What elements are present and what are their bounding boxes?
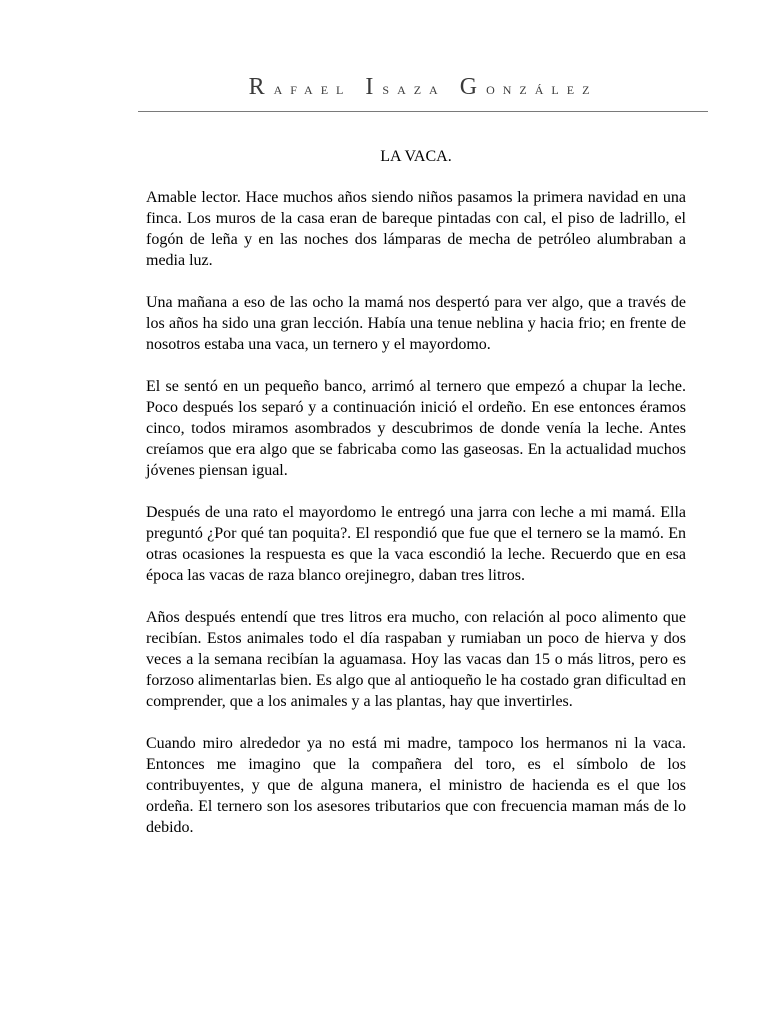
paragraph: Años después entendí que tres litros era mucho, con relación al poco alimento que recibían. Estos animales todo el día raspaban y rumiaban un poco de hierva y dos veces a la semana recibían la aguamasa. Hoy las vacas dan 15 o más litros, pero es forzoso alimentarlas bien. Es algo que al antioqueño le ha costado gran dificultad en comprender, que a los animales y a las plantas, hay que invertirles. bbox=[146, 609, 686, 710]
author-header bbox=[138, 74, 708, 101]
author-word-last: GONZÁLEZ bbox=[459, 74, 598, 100]
author-word-first: RAFAEL bbox=[248, 74, 352, 100]
paragraph: Cuando miro alrededor ya no está mi madre, tampoco los hermanos ni la vaca. Entonces me imagino que la compañera del toro, es el símbolo de los contribuyentes, y que de alguna manera, el ministro de hacienda es el que los ordeña. El ternero son los asesores tributarios que con frecuencia maman más de lo debido. bbox=[146, 735, 686, 836]
paragraph: Una mañana a eso de las ocho la mamá nos despertó para ver algo, que a través de los años ha sido una gran lección. Había una tenue neblina y hacia frio; en frente de nosotros estaba una vaca, un ternero y el mayordomo. bbox=[146, 294, 686, 353]
paragraph: Amable lector. Hace muchos años siendo niños pasamos la primera navidad en una finca. Los muros de la casa eran de bareque pintadas con cal, el piso de ladrillo, el fogón de leña y en las noches dos lámparas de mecha de petróleo alumbraban a media luz. bbox=[146, 189, 686, 269]
paragraph: El se sentó en un pequeño banco, arrimó al ternero que empezó a chupar la leche. Poco después los separó y a continuación inició el ordeño. En ese entonces éramos cinco, todos miramos asombrados y descubrimos de donde venía la leche. Antes creíamos que era algo que se fabricaba como las gaseosas. En la actualidad muchos jóvenes piensan igual. bbox=[146, 378, 686, 479]
document-body bbox=[146, 187, 686, 859]
document-title: LA VACA. bbox=[380, 148, 452, 165]
author-word-middle: ISAZA bbox=[365, 74, 446, 100]
header-divider bbox=[138, 111, 708, 112]
paragraph: Después de una rato el mayordomo le entregó una jarra con leche a mi mamá. Ella preguntó ¿Por qué tan poquita?. El respondió que fue que el ternero se la mamó. En otras ocasiones la respuesta es que la vaca escondió la leche. Recuerdo que en esa época las vacas de raza blanco orejinegro, daban tres litros. bbox=[146, 504, 686, 584]
